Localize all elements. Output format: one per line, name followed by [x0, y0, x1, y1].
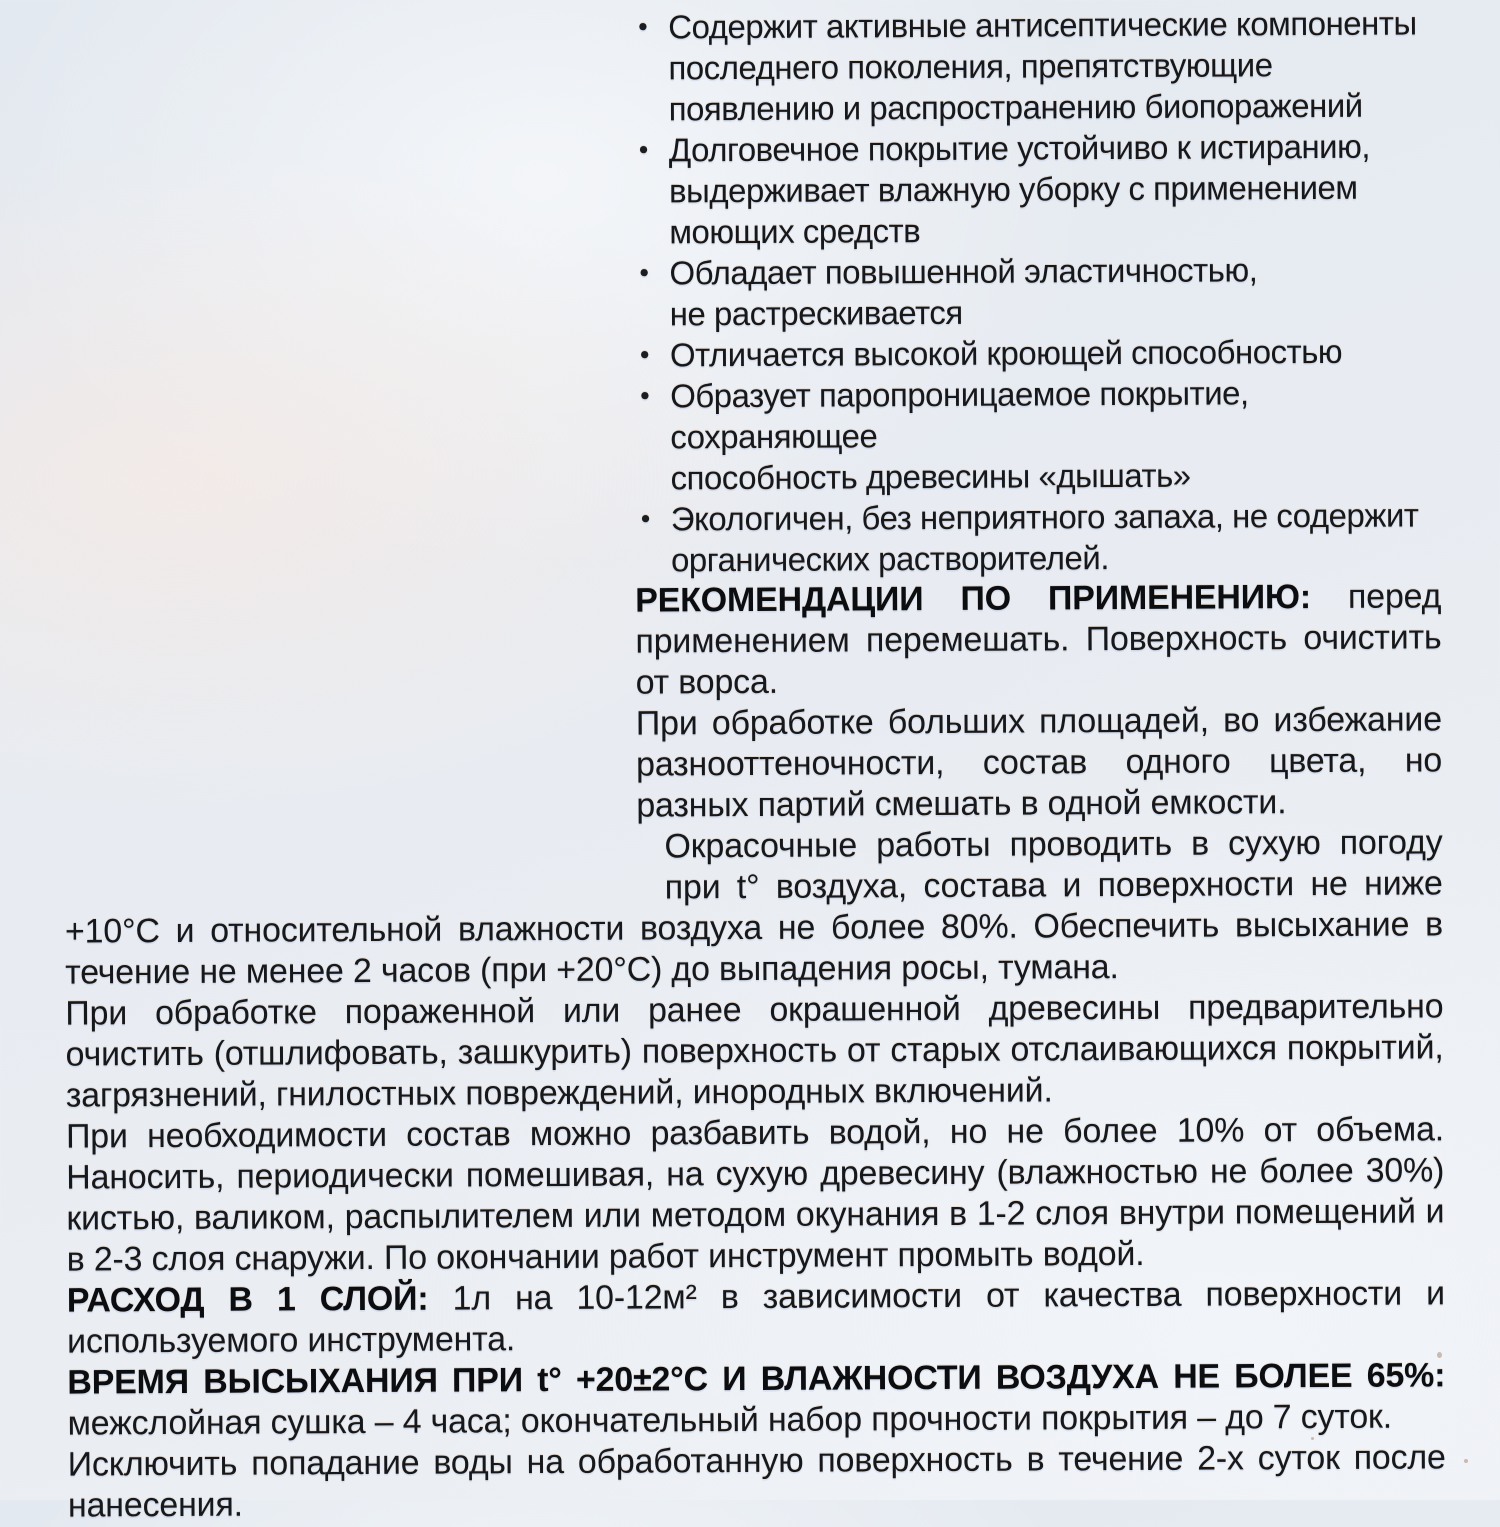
bullet-icon: • — [638, 11, 648, 42]
consumption-text: 1л на 10-12м² в зависимости от качества поверхности и используемого инструмента. — [66, 1274, 1445, 1361]
bullet-item — [634, 330, 1440, 375]
paragraph-consumption — [67, 1273, 1445, 1362]
bullet-item — [633, 125, 1440, 252]
dust-speck — [1464, 1459, 1468, 1463]
bullet-item — [633, 248, 1439, 334]
paragraph-surface-preparation — [65, 986, 1444, 1116]
recommendations-heading: РЕКОМЕНДАЦИИ ПО ПРИМЕНЕНИЮ: — [635, 578, 1312, 620]
bullet-item — [635, 494, 1441, 580]
consumption-heading: РАСХОД В 1 СЛОЙ: — [66, 1279, 429, 1320]
weather-conditions-text: Окрасочные работы проводить в сухую погоду при t° воздуха, состава и поверхности не ниже +10°С и относительной влажности воздуха не более 80%. Обеспечить высыхание в течение не менее 2 часов (при +20°С) до выпадения росы, тумана. — [64, 823, 1444, 992]
bullet-text: Обладает повышенной эластичностью, не растрескивается — [669, 251, 1258, 333]
paragraph-batch-mixing — [636, 699, 1443, 826]
label-wrap-spacer — [64, 826, 664, 872]
batch-mixing-text: При обработке больших площадей, во избежание разнооттеночности, состав одного цвета, но разных партий смешать в одной емкости. — [635, 700, 1443, 825]
bullet-icon: • — [640, 380, 650, 411]
right-text-column — [632, 2, 1442, 826]
drying-time-text: межслойная сушка – 4 часа; окончательный набор прочности покрытия – до 7 суток. — [67, 1397, 1393, 1443]
bullet-icon: • — [638, 134, 648, 165]
bullet-item — [632, 2, 1439, 129]
bullet-text: Отличается высокой кроющей способностью — [669, 332, 1343, 374]
feature-bullet-list — [632, 2, 1441, 580]
water-warning-text: Исключить попадание воды на обработанную поверхность в течение 2-х суток после нанесения. — [67, 1438, 1446, 1525]
bullet-text: Содержит активные антисептические компоненты последнего поколения, препятствующие появлению и распространению биопоражений — [668, 4, 1417, 128]
bullet-text: Экологичен, без неприятного запаха, не содержит органических растворителей. — [670, 496, 1419, 579]
surface-preparation-text: При обработке пораженной или ранее окрашенной древесины предварительно очистить (отшлифовать, зашкурить) поверхность от старых отслаивающихся покрытий, загрязнений, гнилостных повреждений, инородных включений. — [65, 987, 1444, 1115]
paragraph-dilution-application — [66, 1109, 1445, 1280]
paragraph-drying-time — [67, 1396, 1445, 1444]
drying-time-heading: ВРЕМЯ ВЫСЫХАНИЯ ПРИ t° +20±2°С И ВЛАЖНОСТИ ВОЗДУХА НЕ БОЛЕЕ 65%: — [67, 1356, 1446, 1402]
drying-time-heading-line — [67, 1355, 1445, 1403]
bullet-text: Долговечное покрытие устойчиво к истиранию, выдерживает влажную уборку с применением моющих средств — [668, 127, 1371, 251]
bullet-text: Образует паропроницаемое покрытие, сохраняющее способность древесины «дышать» — [670, 374, 1249, 497]
recommendations-text: перед применением перемешать. Поверхность очистить от ворса. — [635, 577, 1442, 702]
dust-speck — [1437, 1352, 1442, 1358]
dilution-application-text: При необходимости состав можно разбавить водой, но не более 10% от объема. Наносить, периодически помешивая, на сухую древесину (влажностью не более 30%) кистью, валиком, распылителем или методом окунания в 1-2 слоя внутри помещений и в 2-3 слоя снаружи. По окончании работ инструмент промыть водой. — [65, 1110, 1445, 1279]
dust-speck — [1311, 1437, 1314, 1440]
bullet-icon: • — [639, 339, 649, 370]
bullet-icon: • — [640, 503, 650, 534]
bullet-item — [634, 371, 1441, 498]
bullet-icon: • — [639, 257, 649, 288]
paragraph-water-warning — [68, 1437, 1446, 1526]
paragraph-recommendations — [635, 576, 1442, 703]
